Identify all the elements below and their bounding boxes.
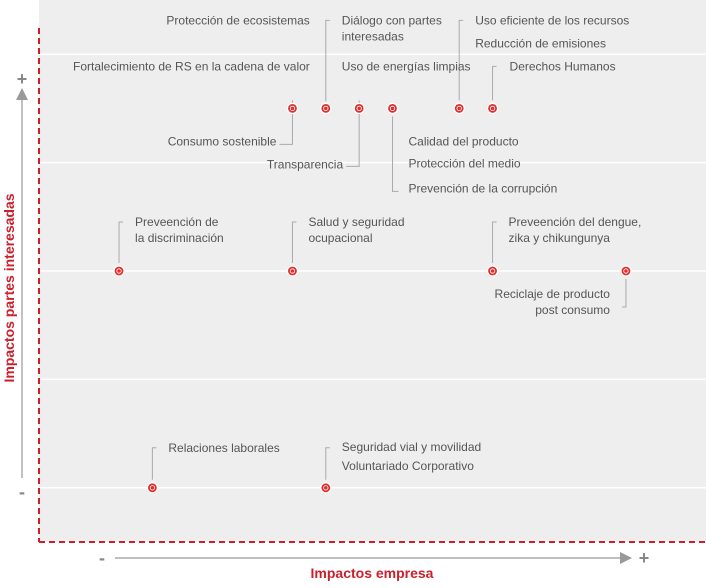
- point-label: Uso eficiente de los recursos: [475, 13, 630, 28]
- data-point: [147, 483, 157, 493]
- point-label: Prevención de la corrupción: [408, 181, 558, 196]
- data-point: [388, 103, 398, 113]
- point-label: Consumo sostenible: [167, 134, 277, 149]
- point-label-line: Preveención del dengue,: [508, 215, 642, 229]
- point-label: Fortalecimiento de RS en la cadena de valor: [72, 59, 310, 74]
- point-label-line: ocupacional: [308, 231, 373, 245]
- y-axis-max-sign: +: [16, 69, 28, 89]
- point-label-line: zika y chikungunya: [508, 231, 610, 245]
- y-axis-arrowhead: [16, 88, 28, 100]
- point-label: Protección del medio: [408, 156, 521, 171]
- y-axis-min-sign: -: [19, 482, 25, 502]
- point-label: Derechos Humanos: [509, 59, 616, 74]
- point-label: Transparencia: [266, 157, 344, 172]
- data-point: [114, 266, 124, 276]
- point-label: Seguridad vial y movilidad: [341, 439, 482, 454]
- data-point: [287, 103, 297, 113]
- point-label-line: Preveención de: [135, 215, 219, 229]
- data-point: [354, 103, 364, 113]
- point-label: Uso de energías limpias: [341, 59, 471, 74]
- data-point: [321, 483, 331, 493]
- point-label: Relaciones laborales: [168, 440, 280, 455]
- point-label-line: post consumo: [535, 303, 610, 317]
- point-label: Reducción de emisiones: [475, 36, 606, 51]
- x-axis-min-sign: -: [99, 548, 105, 568]
- point-label: Protección de ecosistemas: [166, 13, 310, 28]
- data-point: [488, 266, 498, 276]
- data-point: [454, 103, 464, 113]
- point-label: Calidad del producto: [408, 134, 519, 149]
- x-axis-title: Impactos empresa: [310, 565, 434, 581]
- x-axis-max-sign: +: [638, 548, 650, 568]
- point-label-line: interesadas: [341, 29, 404, 44]
- point-label-line: Reciclaje de producto: [494, 287, 610, 301]
- y-axis-title: Impactos partes interesadas: [1, 193, 17, 383]
- point-label-line: la discriminación: [135, 231, 224, 245]
- point-label: Voluntariado Corporativo: [341, 458, 474, 473]
- data-point: [488, 103, 498, 113]
- x-axis-arrowhead: [620, 552, 632, 564]
- point-label-line: Diálogo con partes: [341, 13, 442, 28]
- data-point: [287, 266, 297, 276]
- data-point: [621, 266, 631, 276]
- data-point: [321, 103, 331, 113]
- point-label-line: Salud y seguridad: [308, 215, 405, 229]
